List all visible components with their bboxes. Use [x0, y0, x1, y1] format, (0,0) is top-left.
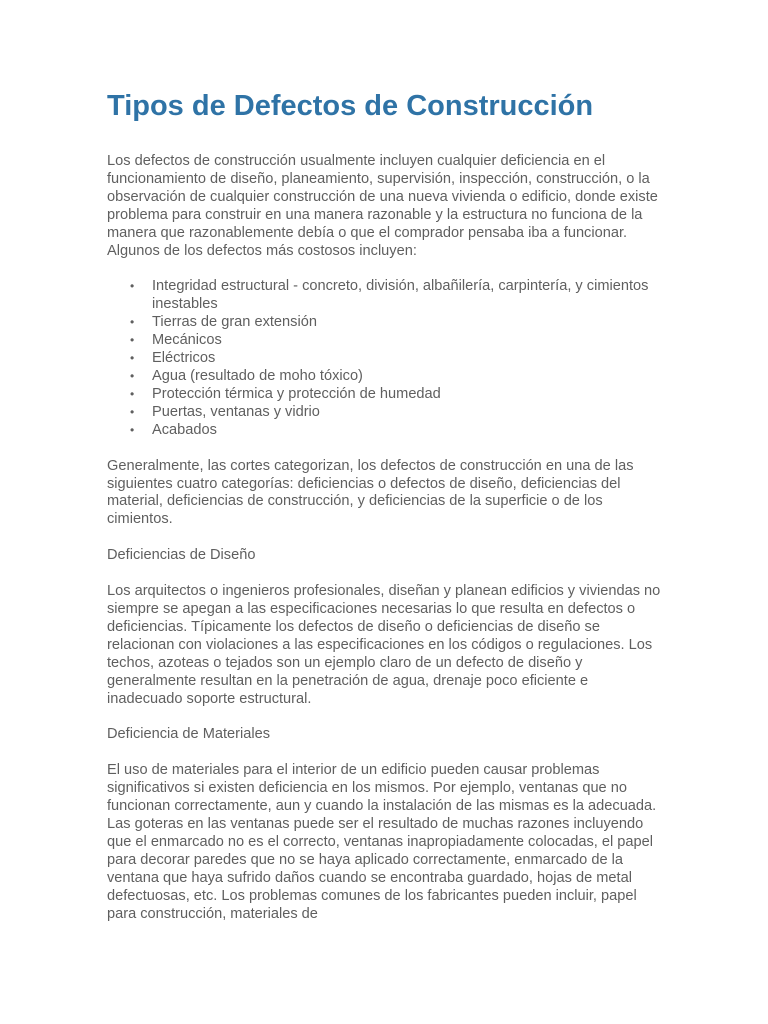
bullet-icon: •: [130, 386, 135, 401]
categories-paragraph: Generalmente, las cortes categorizan, los defectos de construcción en una de las siguientes cuatro categorías: deficiencias o defectos de diseño, deficiencias del material, deficiencias de construcción, y deficiencias de la superficie o de los cimientos.: [107, 457, 634, 528]
list-item: [130, 350, 667, 368]
materials-deficiency-heading: Deficiencia de Materiales: [107, 726, 271, 743]
materials-deficiency-paragraph: El uso de materiales para el interior de un edificio pueden causar problemas significativos si existen deficiencia en los mismos. Por ejemplo, ventanas que no funcionan correctamente, aun y cuando la instalación de las mismas es la adecuada. Las goteras en las ventanas puede ser el resultado de muchas razones incluyendo que el enmarcado no es el correcto, ventanas inapropiadamente colocadas, el papel para decorar paredes que no se haya aplicado correctamente, enmarcado de la ventana que haya sufrido daños cuando se encontraba guardado, hojas de metal defectuosas, etc. Los problemas comunes de los fabricantes pueden incluir, papel para construcción, materiales de: [107, 762, 657, 922]
list-item: [130, 385, 667, 404]
list-item: [130, 278, 667, 314]
list-item: [130, 314, 667, 332]
list-item: [130, 403, 667, 422]
list-item-text: Integridad estructural - concreto, división, albañilería, carpintería, y cimientos inestables: [152, 278, 649, 313]
list-item: [130, 332, 667, 350]
list-item: [130, 421, 667, 440]
document-page: [107, 86, 667, 942]
list-item-text: Puertas, ventanas y vidrio: [152, 403, 320, 420]
list-item-text: Eléctricos: [152, 350, 216, 367]
list-item-text: Protección térmica y protección de humedad: [152, 385, 441, 402]
page-title: Tipos de Defectos de Construcción: [107, 90, 594, 122]
bullet-icon: •: [130, 279, 135, 294]
bullet-icon: •: [130, 351, 135, 366]
intro-paragraph: Los defectos de construcción usualmente incluyen cualquier deficiencia en el funcionamiento de diseño, planeamiento, supervisión, inspección, construcción, o la observación de cualquier construcción de una nueva vivienda o edificio, donde existe problema para construir en una manera razonable y la estructura no funciona de la manera que razonablemente debía o que el comprador pensaba iba a funcionar. Algunos de los defectos más costosos incluyen:: [107, 153, 658, 259]
defects-list: [107, 278, 667, 439]
bullet-icon: •: [130, 315, 135, 330]
list-item: [130, 367, 667, 386]
design-deficiencies-paragraph: Los arquitectos o ingenieros profesionales, diseñan y planean edificios y viviendas no siempre se apegan a las especificaciones necesarias lo que resulta en defectos o deficiencias. Típicamente los defectos de diseño o deficiencias de diseño se relacionan con violaciones a las especificaciones en los códigos o regulaciones. Los techos, azoteas o tejados son un ejemplo claro de un defecto de diseño y generalmente resultan en la penetración de agua, drenaje poco eficiente e inadecuado soporte estructural.: [107, 583, 661, 707]
design-deficiencies-heading: Deficiencias de Diseño: [107, 547, 256, 564]
bullet-icon: •: [130, 422, 135, 437]
list-item-text: Tierras de gran extensión: [152, 314, 317, 331]
list-item-text: Acabados: [152, 421, 217, 438]
bullet-icon: •: [130, 404, 135, 419]
list-item-text: Agua (resultado de moho tóxico): [152, 367, 363, 384]
list-item-text: Mecánicos: [152, 332, 222, 349]
bullet-icon: •: [130, 333, 135, 348]
bullet-icon: •: [130, 368, 135, 383]
